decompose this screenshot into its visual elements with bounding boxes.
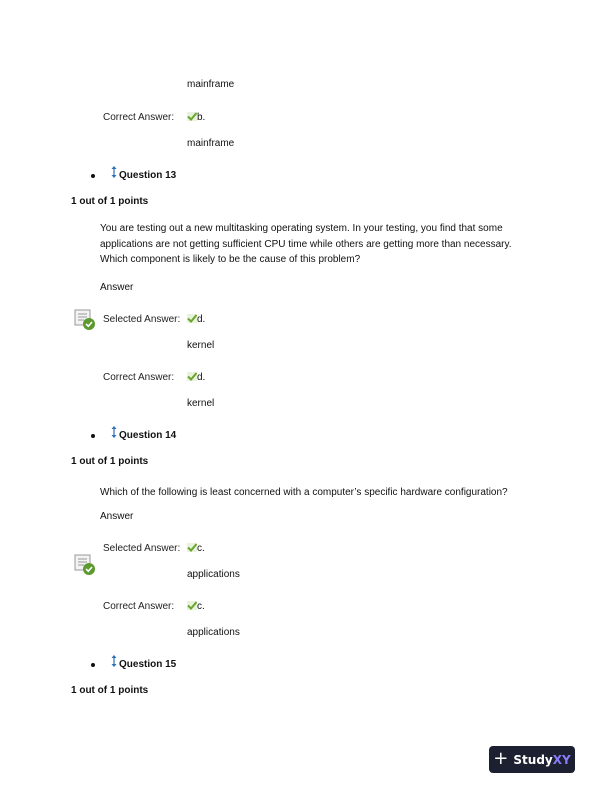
check-icon — [187, 372, 197, 381]
check-icon — [187, 314, 197, 323]
question-points: 1 out of 1 points — [71, 456, 149, 467]
reorder-arrows-icon[interactable] — [111, 655, 117, 667]
correct-answer-letter: c. — [197, 601, 205, 612]
question-prompt: Which of the following is least concerned with a computer’s specific hardware configuration? — [100, 487, 508, 498]
correct-answer-letter: d. — [197, 372, 206, 383]
selected-answer-letter: d. — [197, 314, 206, 325]
question-points: 1 out of 1 points — [71, 196, 149, 207]
check-icon — [187, 112, 197, 121]
correct-answer-text: mainframe — [187, 138, 235, 149]
watermark-text: StudyXY — [513, 752, 571, 767]
studyxy-watermark — [489, 746, 575, 773]
check-icon — [187, 601, 197, 610]
selected-answer-label: Selected Answer: — [103, 314, 181, 325]
correct-answer-text: applications — [187, 627, 240, 638]
question-prompt: You are testing out a new multitasking operating system. In your testing, you find that some applications are not getting sufficient CPU time while others are getting more than necessary. Which component is likely to be the cause of this problem? — [100, 223, 512, 265]
reorder-arrows-icon[interactable] — [111, 166, 117, 178]
question-title: Question 13 — [119, 170, 177, 181]
correct-answer-text: kernel — [187, 398, 215, 409]
graded-correct-icon — [74, 309, 96, 331]
graded-correct-icon — [74, 554, 96, 576]
question-points: 1 out of 1 points — [71, 685, 149, 696]
reorder-arrows-icon[interactable] — [111, 426, 117, 438]
selected-answer-text: applications — [187, 569, 240, 580]
check-icon — [187, 543, 197, 552]
question-title: Question 15 — [119, 659, 177, 670]
list-bullet — [91, 434, 95, 438]
correct-answer-label: Correct Answer: — [103, 372, 175, 383]
selected-answer-label: Selected Answer: — [103, 543, 181, 554]
answer-text: mainframe — [187, 79, 235, 90]
plus-icon: + — [493, 747, 509, 769]
list-bullet — [91, 663, 95, 667]
correct-answer-label: Correct Answer: — [103, 601, 175, 612]
question-title: Question 14 — [119, 430, 177, 441]
correct-answer-letter: b. — [197, 112, 206, 123]
selected-answer-text: kernel — [187, 340, 215, 351]
answer-label: Answer — [100, 282, 134, 293]
selected-answer-letter: c. — [197, 543, 205, 554]
correct-answer-label: Correct Answer: — [103, 112, 175, 123]
answer-label: Answer — [100, 511, 134, 522]
list-bullet — [91, 174, 95, 178]
